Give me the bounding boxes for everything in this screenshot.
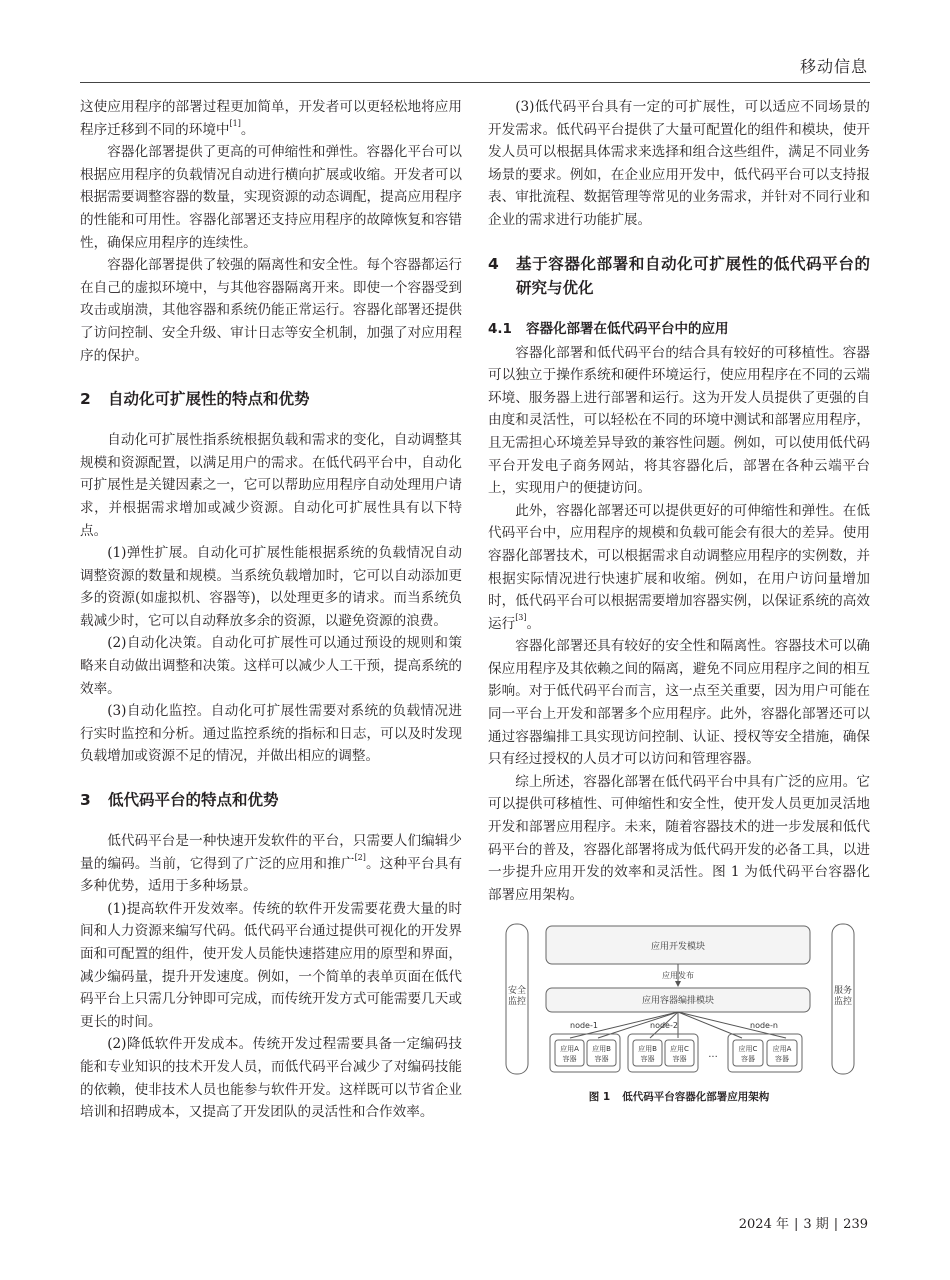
container-b-2: [633, 1040, 662, 1066]
node-2-label: node-2: [650, 1021, 678, 1031]
svg-text:应用C: 应用C: [670, 1045, 689, 1054]
ellipsis: ...: [708, 1049, 718, 1061]
paragraph: 这使应用程序的部署过程更加简单，开发者可以更轻松地将应用程序迁移到不同的环境中[1]。: [80, 99, 462, 138]
paragraph: 容器化部署提供了更高的可伸缩性和弹性。容器化平台可以根据应用程序的负载情况自动进行横向扩展或收缩。开发者可以根据需要调整容器的数量，实现资源的动态调配，提高应用程序的性能和可用性。容器化部署还支持应用程序的故障恢复和容错性，确保应用程序的连续性。: [80, 144, 462, 251]
right-column: [488, 96, 870, 1109]
paragraph: (2)自动化决策。自动化可扩展性可以通过预设的规则和策略来自动做出调整和决策。这样可以减少人工干预，提高系统的效率。: [80, 635, 462, 697]
section-heading: 4 基于容器化部署和自动化可扩展性的低代码平台的研究与优化: [488, 254, 870, 297]
paragraph: (3)低代码平台具有一定的可扩展性，可以适应不同场景的开发需求。低代码平台提供了大量可配置化的组件和模块，使开发人员可以根据具体需求来选择和组合这些组件，满足不同业务场景的要求。例如，在企业应用开发中，低代码平台可以支持报表、审批流程、数据管理等常见的业务需求，并针对不同行业和企业的需求进行功能扩展。: [488, 99, 870, 228]
journal-title: 移动信息: [799, 57, 868, 76]
security-monitor-label: 安全监控: [507, 986, 527, 1008]
paragraph: 容器化部署和低代码平台的结合具有较好的可移植性。容器可以独立于操作系统和硬件环境运行，使应用程序在不同的云端环境、服务器上进行部署和运行。这为开发人员提供了更强的自由度和灵活性，可以轻松在不同的环境中测试和部署应用程序，且无需担心环境差异导致的兼容性问题。例如，可以使用低代码平台开发电子商务网站，将其容器化后，部署在各种云端平台上，实现用户的便捷访问。: [488, 344, 870, 497]
section-heading: 3 低代码平台的特点和优势: [80, 791, 279, 810]
svg-text:容器: 容器: [775, 1055, 789, 1064]
citation: [2]: [354, 852, 366, 862]
service-monitor-label: 服务监控: [833, 986, 853, 1008]
container-c-2: [733, 1040, 763, 1066]
container-a-2: [767, 1040, 797, 1066]
paragraph: 低代码平台是一种快速开发软件的平台，只需要人们编辑少量的编码。当前，它得到了广泛的应用和推广[2]。这种平台具有多种优势，适用于多种场景。: [80, 833, 463, 895]
svg-text:应用A: 应用A: [560, 1045, 579, 1054]
container-a-1: [555, 1040, 584, 1066]
page-footer: 2024 年 | 3 期 | 239: [738, 1217, 868, 1232]
paragraph: 容器化部署还具有较好的安全性和隔离性。容器技术可以确保应用程序及其依赖之间的隔离，避免不同应用程序之间的相互影响。对于低代码平台而言，这一点至关重要，因为用户可能在同一平台上开发和部署多个应用程序。此外，容器化部署还可以通过容器编排工具实现访问控制、认证、授权等安全措施，确保只有经过授权的人员才可以访问和管理容器。: [488, 638, 870, 768]
header-rule: [80, 82, 870, 83]
paragraph: (1)弹性扩展。自动化可扩展性能根据系统的负载情况自动调整资源的数量和规模。当系统负载增加时，它可以自动添加更多的资源(如虚拟机、容器等)，以处理更多的请求。而当系统负载减少时，它可以自动释放多余的资源，以避免资源的浪费。: [80, 545, 462, 629]
svg-text:容器: 容器: [741, 1055, 755, 1064]
svg-text:容器: 容器: [640, 1055, 655, 1064]
node-1-label: node-1: [570, 1021, 598, 1031]
architecture-diagram: [488, 920, 870, 1080]
paragraph: (3)自动化监控。自动化可扩展性需要对系统的负载情况进行实时监控和分析。通过监控系统的指标和日志，可以及时发现负载增加或资源不足的情况，并做出相应的调整。: [80, 703, 462, 765]
architecture-figure: [488, 920, 870, 1109]
paragraph: 自动化可扩展性指系统根据负载和需求的变化，自动调整其规模和资源配置，以满足用户的需求。在低代码平台中，自动化可扩展性是关键因素之一，它可以帮助应用程序自动处理用户请求，并根据需求增加或减少资源。自动化可扩展性具有以下特点。: [80, 432, 462, 539]
svg-text:应用C: 应用C: [738, 1045, 758, 1054]
svg-text:应用B: 应用B: [638, 1045, 657, 1054]
citation: [1]: [229, 118, 241, 128]
orchestration-label: 应用容器编排模块: [641, 996, 715, 1007]
container-b-1: [587, 1040, 616, 1066]
citation: [3]: [515, 612, 527, 622]
paragraph: 容器化部署提供了较强的隔离性和安全性。每个容器都运行在自己的虚拟环境中，与其他容器隔离开来。即使一个容器受到攻击或崩溃，其他容器和系统仍能正常运行。容器化部署还提供了访问控制、安全升级、审计日志等安全机制，加强了对应用程序的保护。: [80, 257, 462, 364]
svg-text:应用A: 应用A: [772, 1045, 792, 1054]
left-column: [80, 96, 462, 1124]
paragraph: 综上所述，容器化部署在低代码平台中具有广泛的应用。它可以提供可移植性、可伸缩性和安全性，使开发人员更加灵活地开发和部署应用程序。未来，随着容器技术的进一步发展和低代码平台的普及，容器化部署将成为低代码开发的必备工具，以进一步提升应用开发的效率和灵活性。图 1 为低代码平台容器化部署应用架构。: [488, 773, 870, 903]
svg-text:容器: 容器: [672, 1055, 687, 1064]
svg-text:应用B: 应用B: [592, 1045, 611, 1054]
subsection-heading: 4.1 容器化部署在低代码平台中的应用: [488, 320, 729, 337]
section-heading: 2 自动化可扩展性的特点和优势: [80, 390, 310, 409]
paragraph: 此外，容器化部署还可以提供更好的可伸缩性和弹性。在低代码平台中，应用程序的规模和负载可能会有很大的差异。使用容器化部署技术，可以根据需求自动调整应用程序的实例数，并根据实际情况进行快速扩展和收缩。例如，在用户访问量增加时，低代码平台可以根据需要增加容器实例，以保证系统的高效运行[3]。: [488, 502, 870, 632]
paragraph: (1)提高软件开发效率。传统的软件开发需要花费大量的时间和人力资源来编写代码。低代码平台通过提供可视化的开发界面和可配置的组件，使开发人员能快速搭建应用的原型和界面，减少编码量，提升开发速度。例如，一个简单的表单页面在低代码平台上只需几分钟即可完成，而传统开发方式可能需要几天或更长的时间。: [80, 900, 462, 1030]
container-c-1: [665, 1040, 694, 1066]
paragraph: (2)降低软件开发成本。传统开发过程需要具备一定编码技能和专业知识的技术开发人员，而低代码平台减少了对编码技能的依赖，使非技术人员也能参与软件开发。这样既可以节省企业培训和招聘成本，又提高了开发团队的灵活性和合作效率。: [80, 1036, 462, 1121]
figure-caption: 图 1 低代码平台容器化部署应用架构: [588, 1091, 770, 1104]
svg-text:容器: 容器: [562, 1055, 577, 1064]
node-n-label: node-n: [750, 1021, 778, 1031]
dev-module-label: 应用开发模块: [650, 942, 706, 953]
publish-label: 应用发布: [662, 971, 694, 981]
svg-text:容器: 容器: [594, 1055, 609, 1064]
